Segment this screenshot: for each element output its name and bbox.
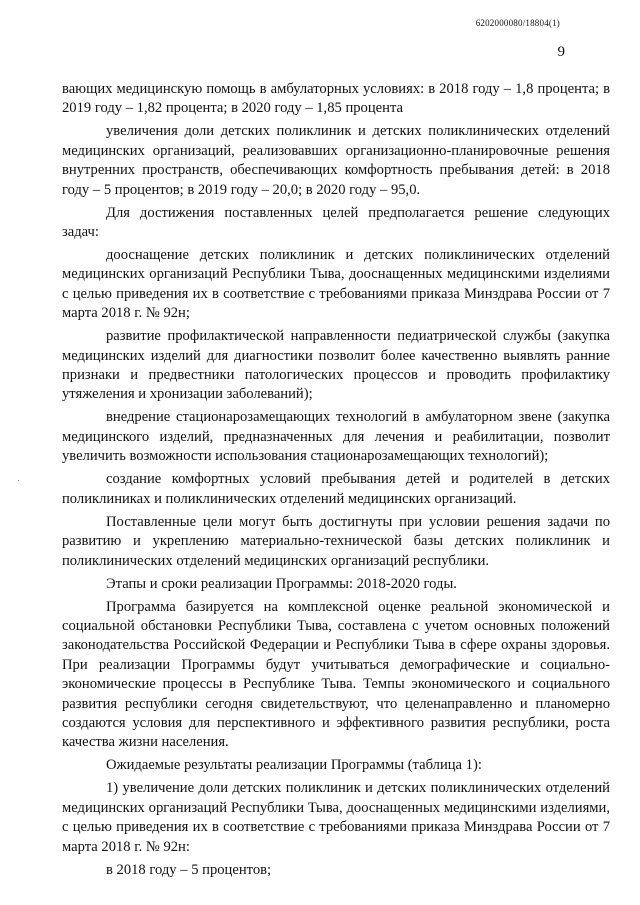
page-number: 9 — [557, 44, 565, 60]
paragraph-continuation: вающих медицинскую помощь в амбулаторных условиях: в 2018 году – 1,8 процента; в 2019 году – 1,82 процента; в 2020 году – 1,85 процента — [62, 81, 610, 117]
paragraph-target-indicator: увеличения доли детских поликлиник и детских поликлинических отделений медицинских организаций, реализовавших организационно-планировочные решения внутренних пространств, обеспечивающих комфортность пребывания детей: в 2018 году – 5 процентов; в 2019 году – 20,0; в 2020 году – 95,0. — [62, 123, 610, 198]
paragraph-task-comfort: создание комфортных условий пребывания детей и родителей в детских поликлиниках и поликлинических отделений медицинских организаций. — [62, 471, 610, 507]
paragraph-stages-terms: Этапы и сроки реализации Программы: 2018-2020 годы. — [106, 575, 457, 592]
document-id: 6202000080/18804(1) — [475, 18, 560, 28]
paragraph-task-prevention: развитие профилактической направленности педиатрической службы (закупка медицинских изделий для диагностики позволит более качественно выявлять ранние признаки и предвестники патологических процессов и проводить профилактику утяжеления и хронизации заболеваний); — [62, 328, 610, 403]
paragraph-task-equipment: дооснащение детских поликлиник и детских поликлинических отделений медицинских организаций Республики Тыва, дооснащенных медицинскими изделиями с целью приведения их в соответствие с требованиями приказа Минздрава России от 7 марта 2018 г. № 92н; — [62, 247, 610, 322]
paragraph-result-1: 1) увеличение доли детских поликлиник и детских поликлинических отделений медицинских организаций Республики Тыва, дооснащенных медицинскими изделиями, с целью приведения их в соответствие с требованиями приказа Минздрава России от 7 марта 2018 г. № 92н: — [62, 780, 610, 855]
paragraph-goals-achievable: Поставленные цели могут быть достигнуты при условии решения задачи по развитию и укреплению материально-технической базы детских поликлиник и поликлинических отделений медицинских организаций республики. — [62, 513, 610, 569]
paragraph-result-1-2018: в 2018 году – 5 процентов; — [106, 861, 272, 878]
paragraph-program-basis: Программа базируется на комплексной оценке реальной экономической и социальной обстановки Республики Тыва, составлена с учетом основных положений законодательства Российской Федерации и Республики Тыва в сфере охраны здоровья. При реализации Программы будут учитываться демографические и социально-экономические процессы в Республике Тыва. Темпы экономического и социального развития республики сегодня свидетельствуют, что целенаправленно и планомерно создаются условия для перспективного и эффективного развития республики, роста качества жизни населения. — [62, 598, 610, 751]
paragraph-tasks-intro: Для достижения поставленных целей предполагается решение следующих задач: — [62, 204, 610, 241]
paragraph-task-technologies: внедрение стационарозамещающих технологий в амбулаторном звене (закупка медицинского изделий, предназначенных для лечения и реабилитации, позволит увеличить возможности использования стационарозамещающих технологий); — [62, 409, 610, 465]
scan-dot — [18, 480, 19, 481]
document-body — [62, 80, 610, 884]
paragraph-expected-results: Ожидаемые результаты реализации Программы (таблица 1): — [106, 757, 482, 774]
